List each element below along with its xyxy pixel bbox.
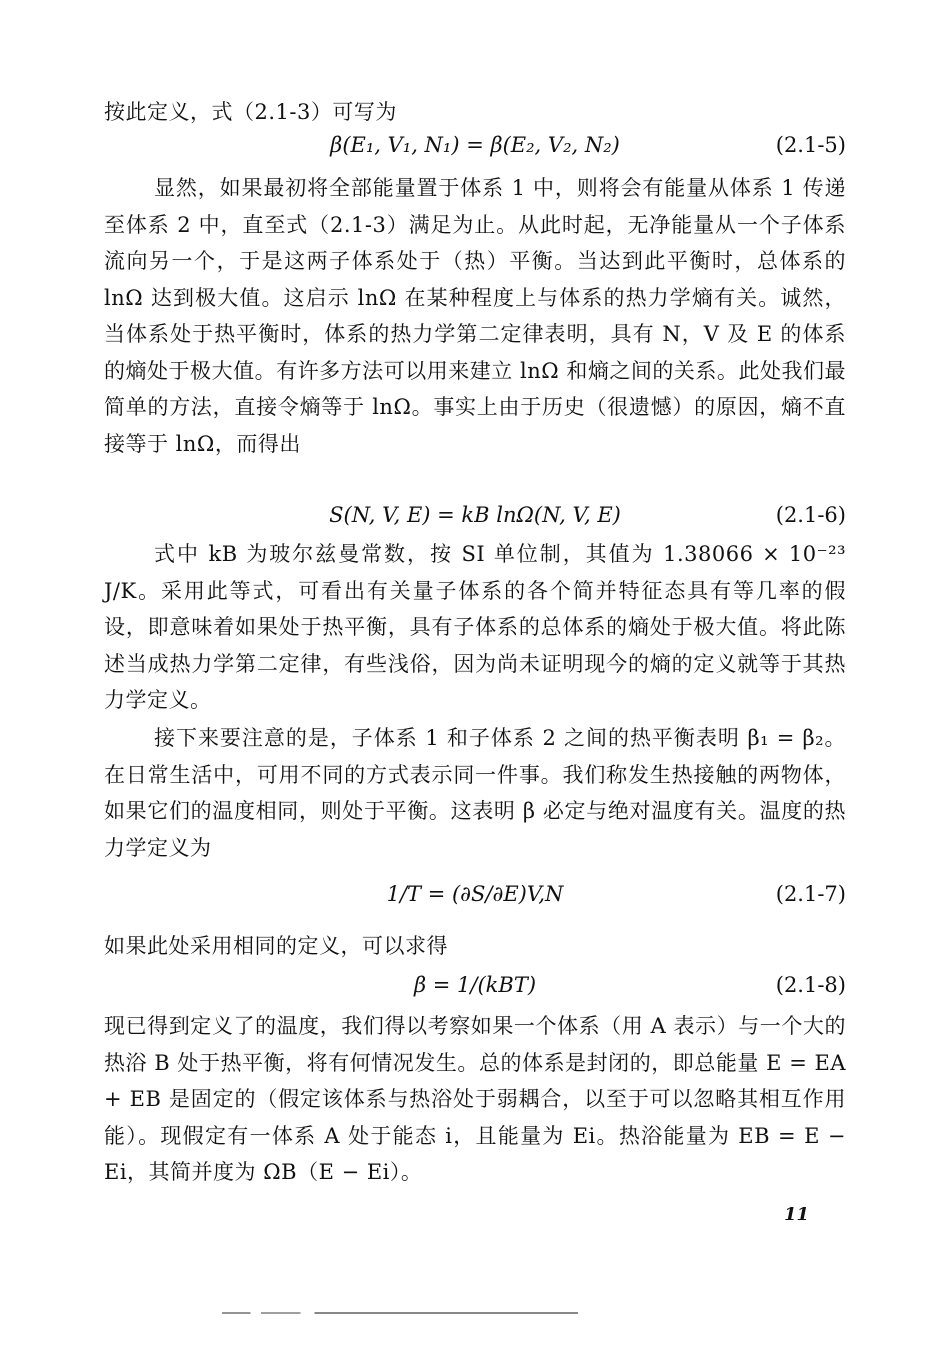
paragraph-entropy: 显然，如果最初将全部能量置于体系 1 中，则将会有能量从体系 1 传递至体系 2 中，直至式（2.1-3）满足为止。从此时起，无净能量从一个子体系流向另一个，于是这两子体系处于（热）平衡。当达到此平衡时，总体系的 lnΩ 达到极大值。这启示 lnΩ 在某种程度上与体系的热力学熵有关。诚然，当体系处于热平衡时，体系的热力学第二定律表明，具有 N，V 及 E 的体系的熵处于极大值。有许多方法可以用来建立 lnΩ 和熵之间的关系。此处我们最简单的方法，直接令熵等于 lnΩ。事实上由于历史（很遗憾）的原因，熵不直接等于 lnΩ，而得出 (104, 176, 846, 456)
scan-artifact-line (222, 1312, 578, 1314)
paragraph-boltzmann: 式中 kB 为玻尔兹曼常数，按 SI 单位制，其值为 1.38066 × 10⁻²³ J/K。采用此等式，可看出有关量子体系的各个简并特征态具有等几率的假设，即意味着如果处于热平衡，具有子体系的总体系的熵处于极大值。将此陈述当成热力学第二定律，有些浅俗，因为尚未证明现今的熵的定义就等于其热力学定义。 (104, 542, 846, 712)
page-number: 11 (784, 1204, 810, 1225)
equation-body: β(E₁, V₁, N₁) = β(E₂, V₂, N₂) (330, 133, 620, 157)
equation-2-1-5 (104, 128, 846, 162)
paragraph-intro: 按此定义，式（2.1-3）可写为 (104, 100, 397, 124)
equation-body: S(N, V, E) = kB lnΩ(N, V, E) (329, 503, 621, 527)
equation-body: β = 1/(kBT) (413, 973, 537, 997)
equation-2-1-6 (104, 498, 846, 532)
paragraph-temperature: 接下来要注意的是，子体系 1 和子体系 2 之间的热平衡表明 β₁ = β₂。在日常生活中，可用不同的方式表示同一件事。我们称发生热接触的两物体，如果它们的温度相同，则处于平衡。这表明 β 必定与绝对温度有关。温度的热力学定义为 (104, 726, 846, 860)
equation-number: (2.1-5) (775, 133, 846, 157)
equation-2-1-7 (104, 862, 846, 926)
equation-number: (2.1-7) (775, 882, 846, 906)
paragraph-heat-bath: 现已得到定义了的温度，我们得以考察如果一个体系（用 A 表示）与一个大的热浴 B 处于热平衡，将有何情况发生。总的体系是封闭的，即总能量 E = EA + EB 是固定的（假定该体系与热浴处于弱耦合，以至于可以忽略其相互作用能）。现假定有一体系 A 处于能态 i，且能量为 Ei。热浴能量为 EB = E − Ei，其简并度为 ΩB（E − Ei）。 (104, 1014, 846, 1184)
paragraph-same-definition: 如果此处采用相同的定义，可以求得 (104, 934, 448, 958)
equation-body: 1/T = (∂S/∂E)V,N (386, 882, 564, 906)
equation-number: (2.1-8) (775, 973, 846, 997)
equation-2-1-8 (104, 968, 846, 1002)
equation-number: (2.1-6) (775, 503, 846, 527)
